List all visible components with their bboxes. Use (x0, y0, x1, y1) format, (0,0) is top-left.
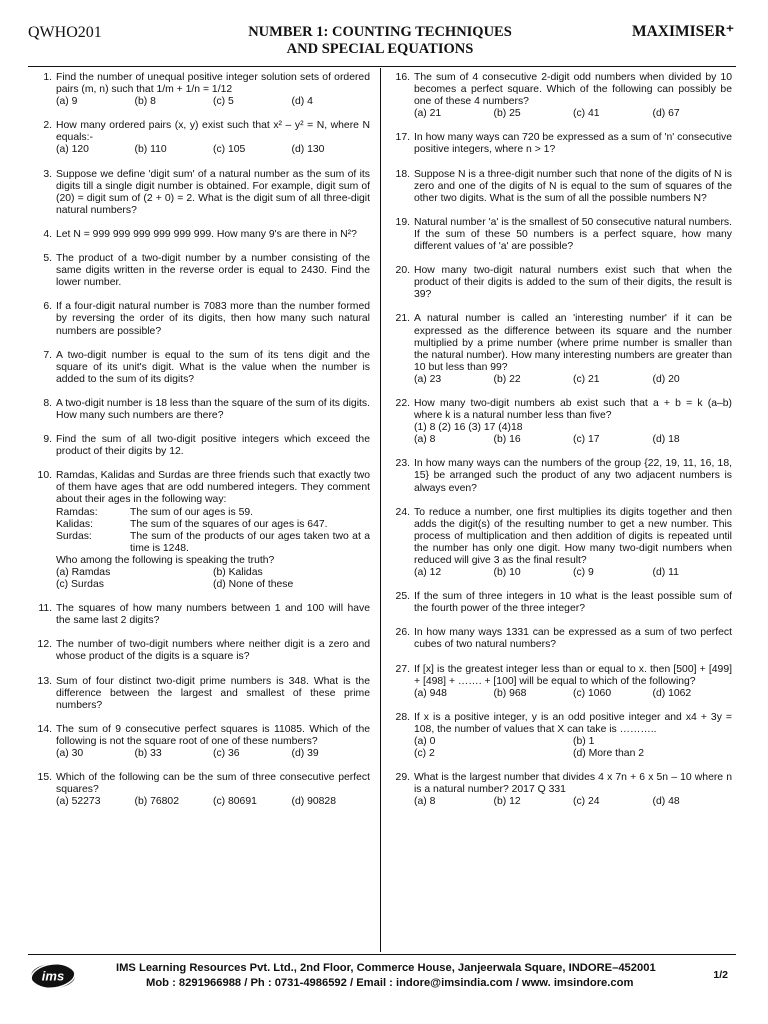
question-text: If x is a positive integer, y is an odd positive integer and x4 + 3y = 108, the number of values that X can take is ……….. (414, 711, 732, 735)
question-24 (386, 507, 732, 580)
question-15 (28, 772, 370, 808)
bottom-divider (28, 954, 736, 955)
question-text: A two-digit number is 18 less than the square of the sum of its digits. How many such numbers are there? (56, 397, 370, 421)
question-prompt: Who among the following is speaking the truth? (56, 554, 275, 566)
option: (d) 90828 (291, 796, 336, 808)
question-text: How many ordered pairs (x, y) exist such that x² – y² = N, where N equals:- (56, 120, 370, 144)
option: (d) 20 (652, 373, 680, 385)
option: (c) 9 (573, 567, 594, 579)
option: (b) 22 (493, 373, 521, 385)
question-text: How many two-digit numbers ab exist such that a + b = k (a–b) where k is a natural number less than five? (414, 397, 732, 422)
option: (b) Kalidas (213, 567, 263, 578)
answer-options (414, 374, 732, 386)
question-23 (386, 458, 732, 494)
option: (c) 1060 (573, 687, 612, 699)
page-number: 1/2 (713, 969, 728, 981)
option: (d) 18 (652, 434, 680, 446)
question-number: 11. (38, 603, 52, 615)
question-text: The squares of how many numbers between 1 and 100 will have the same last 2 digits? (56, 603, 370, 627)
option: (c) 80691 (213, 796, 257, 808)
option: (d) More than 2 (573, 748, 645, 760)
option: (b) 33 (134, 748, 162, 760)
question-number: 9. (43, 434, 52, 446)
brand-label: MAXIMISER⁺ (631, 23, 734, 40)
question-text: If a four-digit natural number is 7083 more than the number formed by reversing the order of its digits, then how many such natural numbers are possible? (56, 301, 370, 337)
answer-options (414, 434, 732, 446)
option: (c) 24 (573, 796, 600, 808)
question-number: 6. (43, 301, 52, 313)
option: (b) 76802 (134, 796, 179, 808)
question-text: Suppose N is a three-digit number such that none of the digits of N is zero and one of the digits of N is equal to the sum of squares of the other two digits. What is the sum of all the possible numbers N? (414, 168, 732, 204)
option: (c) 41 (573, 108, 600, 120)
document-code: QWHO201 (28, 24, 102, 41)
logo-text: ims (41, 968, 65, 984)
question-text: Let N = 999 999 999 999 999 999. How many 9's are there in N²? (56, 228, 357, 240)
answer-options (56, 144, 370, 156)
question-text: The sum of 9 consecutive perfect squares is 11085. Which of the following is not the square root of one of these numbers? (56, 723, 370, 747)
title-line-2: AND SPECIAL EQUATIONS (286, 41, 474, 57)
question-text: Natural number 'a' is the smallest of 50 consecutive natural numbers. If the sum of these 50 numbers is a perfect square, how many different values of 'a' are possible? (414, 216, 732, 253)
question-6 (28, 301, 370, 337)
statement-surdas (56, 531, 370, 555)
statement-text: The sum of the squares of our ages is 647. (130, 518, 328, 530)
question-number: 2. (43, 120, 52, 132)
question-text: The product of a two-digit number by a number consisting of the same digits written in the reverse order is equal to 2430. Find the lower number. (56, 253, 370, 289)
option: (b) 16 (493, 434, 521, 446)
question-29 (386, 772, 732, 808)
option: (a) 23 (414, 373, 442, 385)
option: (a) 9 (56, 96, 78, 108)
question-text: A two-digit number is equal to the sum of its tens digit and the square of its unit's digit. What is the value when the number is added to the sum of its digits? (56, 349, 370, 385)
question-text: Sum of four distinct two-digit prime numbers is 348. What is the difference between the largest and smallest of these prime numbers? (56, 675, 370, 711)
option: (a) 0 (414, 736, 436, 748)
answer-options (414, 108, 732, 120)
question-8 (28, 398, 370, 422)
statement-text: The sum of our ages is 59. (130, 506, 254, 518)
question-number: 8. (43, 397, 52, 409)
question-3 (28, 169, 370, 217)
question-number: 12. (37, 639, 52, 651)
question-7 (28, 350, 370, 386)
option: (a) 8 (414, 796, 436, 808)
question-text: Suppose we define 'digit sum' of a natural number as the sum of its digits till a single digit number is obtained. For example, digit sum of (20) = digit sum of (2 + 0) = 2. What is the digit sum of all three-digit natural numbers? (56, 168, 370, 216)
question-text: If [x] is the greatest integer less than or equal to x. then [500] + [499] + [498] + ……. + [100] will be equal to which of the following? (414, 663, 732, 687)
question-text: Which of the following can be the sum of three consecutive perfect squares? (56, 772, 370, 796)
question-18 (386, 169, 732, 205)
option: (b) 1 (573, 736, 595, 748)
question-14 (28, 724, 370, 760)
answer-options (414, 567, 732, 579)
option: (b) 10 (493, 567, 521, 579)
question-number: 21. (395, 313, 410, 325)
footer-contact: Mob : 8291966988 / Ph : 0731-4986592 / Email : indore@imsindia.com / www. imsindore.com (146, 977, 634, 989)
option: (a) 948 (414, 687, 447, 699)
answer-options (56, 796, 370, 808)
option: (b) 968 (493, 687, 527, 699)
question-number: 24. (395, 506, 410, 518)
question-number: 15. (37, 772, 52, 784)
question-20 (386, 265, 732, 301)
question-28 (386, 712, 732, 760)
question-number: 1. (43, 72, 52, 83)
option: (c) 17 (573, 434, 600, 446)
option: (b) 12 (493, 796, 521, 808)
option: (d) 67 (652, 108, 680, 120)
question-number: 23. (395, 458, 410, 470)
option: (c) 2 (414, 748, 435, 760)
question-21 (386, 313, 732, 386)
statement-ramdas (56, 507, 370, 519)
option: (a) 120 (56, 144, 89, 156)
question-number: 28. (395, 711, 410, 723)
question-number: 16. (395, 72, 410, 83)
question-number: 17. (395, 132, 410, 144)
question-text: To reduce a number, one first multiplies its digits together and then adds the digit(s) of the resulting number to get a new number. This process of multiplication and then addition of digits is repeated until the number has only one digit. How many two-digit numbers when reduced will give 3 as the final result? (414, 506, 732, 566)
column-divider (380, 68, 381, 952)
question-text: What is the largest number that divides 4 x 7n + 6 x 5n – 10 where n is a natural number? 2017 Q 331 (414, 772, 732, 796)
option: (c) Surdas (56, 579, 104, 591)
question-text: The number of two-digit numbers where neither digit is a zero and whose product of the digits is a square is? (56, 639, 370, 663)
answer-options (414, 796, 732, 808)
question-text: Find the sum of all two-digit positive integers which exceed the product of their digits by 12. (56, 434, 370, 458)
option: (a) Ramdas (56, 567, 111, 578)
question-11 (28, 603, 370, 627)
question-5 (28, 253, 370, 289)
left-column (28, 72, 370, 808)
question-26 (386, 627, 732, 651)
question-27 (386, 664, 732, 700)
option: (a) 12 (414, 567, 442, 579)
question-19 (386, 217, 732, 253)
option: (d) None of these (213, 579, 294, 591)
question-number: 26. (395, 627, 410, 639)
option: (a) 21 (414, 108, 442, 120)
question-number: 19. (395, 216, 410, 228)
answer-options (56, 567, 370, 591)
answer-options (56, 748, 370, 760)
right-column (386, 72, 732, 809)
question-number: 13. (37, 675, 52, 687)
option: (b) 8 (134, 96, 156, 108)
option: (a) 30 (56, 748, 84, 760)
title-line-1: NUMBER 1: COUNTING TECHNIQUES (248, 24, 512, 40)
question-22 (386, 398, 732, 446)
question-text: The sum of 4 consecutive 2-digit odd numbers when divided by 10 becomes a perfect square. Which of the following can possibly be one of these 4 numbers? (414, 72, 732, 108)
question-number: 20. (395, 265, 410, 277)
option: (a) 52273 (56, 796, 101, 808)
option: (b) 110 (134, 144, 167, 156)
speaker-name: Surdas: (56, 530, 92, 542)
question-text: A natural number is called an 'interesting number' if it can be expressed as the difference between its square and the number multiplied by a prime number (where prime number is smaller than the natural number). How many interesting numbers are greater than 10 but less than 99? (414, 313, 732, 373)
question-text: (1) 8 (2) 16 (3) 17 (4)18 (414, 422, 523, 434)
question-4 (28, 229, 370, 241)
question-9 (28, 434, 370, 458)
question-number: 18. (395, 168, 410, 180)
footer-address: IMS Learning Resources Pvt. Ltd., 2nd Floor, Commerce House, Janjeerwala Square, INDORE–452001 (116, 962, 656, 974)
question-text: In how many ways can 720 be expressed as a sum of 'n' consecutive positive integers, where n > 1? (414, 132, 732, 156)
option: (d) 48 (652, 796, 680, 808)
question-number: 14. (37, 723, 52, 735)
question-1 (28, 72, 370, 108)
question-12 (28, 639, 370, 663)
option: (c) 36 (213, 748, 240, 760)
question-number: 4. (43, 228, 52, 240)
question-number: 10. (37, 470, 52, 482)
question-number: 25. (395, 591, 410, 603)
answer-options (56, 96, 370, 108)
question-number: 22. (395, 397, 410, 409)
answer-options (414, 688, 732, 700)
question-text: In how many ways 1331 can be expressed as a sum of two perfect cubes of two natural numbers? (414, 627, 732, 651)
question-17 (386, 132, 732, 156)
option: (d) 39 (291, 748, 319, 760)
top-divider (28, 66, 736, 67)
question-16 (386, 72, 732, 120)
answer-options (414, 736, 732, 760)
option: (b) 25 (493, 108, 521, 120)
speaker-name: Ramdas: (56, 506, 98, 518)
question-text: In how many ways can the numbers of the group {22, 19, 11, 16, 18, 15} be arranged such the product of any two adjacent numbers is always even? (414, 458, 732, 494)
page-title (190, 24, 570, 58)
question-number: 3. (43, 168, 52, 180)
speaker-name: Kalidas: (56, 518, 93, 530)
option: (a) 8 (414, 434, 436, 446)
option: (d) 130 (291, 144, 325, 156)
question-number: 5. (43, 253, 52, 265)
option: (c) 21 (573, 373, 600, 385)
question-2 (28, 120, 370, 156)
question-number: 7. (43, 349, 52, 361)
option: (c) 105 (213, 144, 246, 156)
question-text: Find the number of unequal positive integer solution sets of ordered pairs (m, n) such that 1/m + 1/n = 1/12 (56, 72, 370, 96)
question-13 (28, 676, 370, 712)
question-text: Ramdas, Kalidas and Surdas are three friends such that exactly two of them have ages that are odd numbered integers. They comment about their ages in the following way: (56, 470, 370, 506)
option: (d) 4 (291, 96, 313, 108)
option: (d) 11 (652, 567, 679, 579)
question-number: 27. (395, 663, 410, 675)
option: (d) 1062 (652, 687, 692, 699)
question-text: If the sum of three integers in 10 what is the least possible sum of the fourth power of the three integer? (414, 591, 732, 615)
ims-logo (30, 962, 76, 990)
option: (c) 5 (213, 96, 234, 108)
statement-kalidas (56, 519, 370, 531)
question-number: 29. (395, 772, 410, 784)
question-text: How many two-digit natural numbers exist such that when the product of their digits is added to the sum of their digits, the result is 39? (414, 265, 732, 301)
question-10 (28, 470, 370, 591)
question-25 (386, 591, 732, 615)
statement-text: The sum of the products of our ages taken two at a time is 1248. (130, 530, 370, 554)
